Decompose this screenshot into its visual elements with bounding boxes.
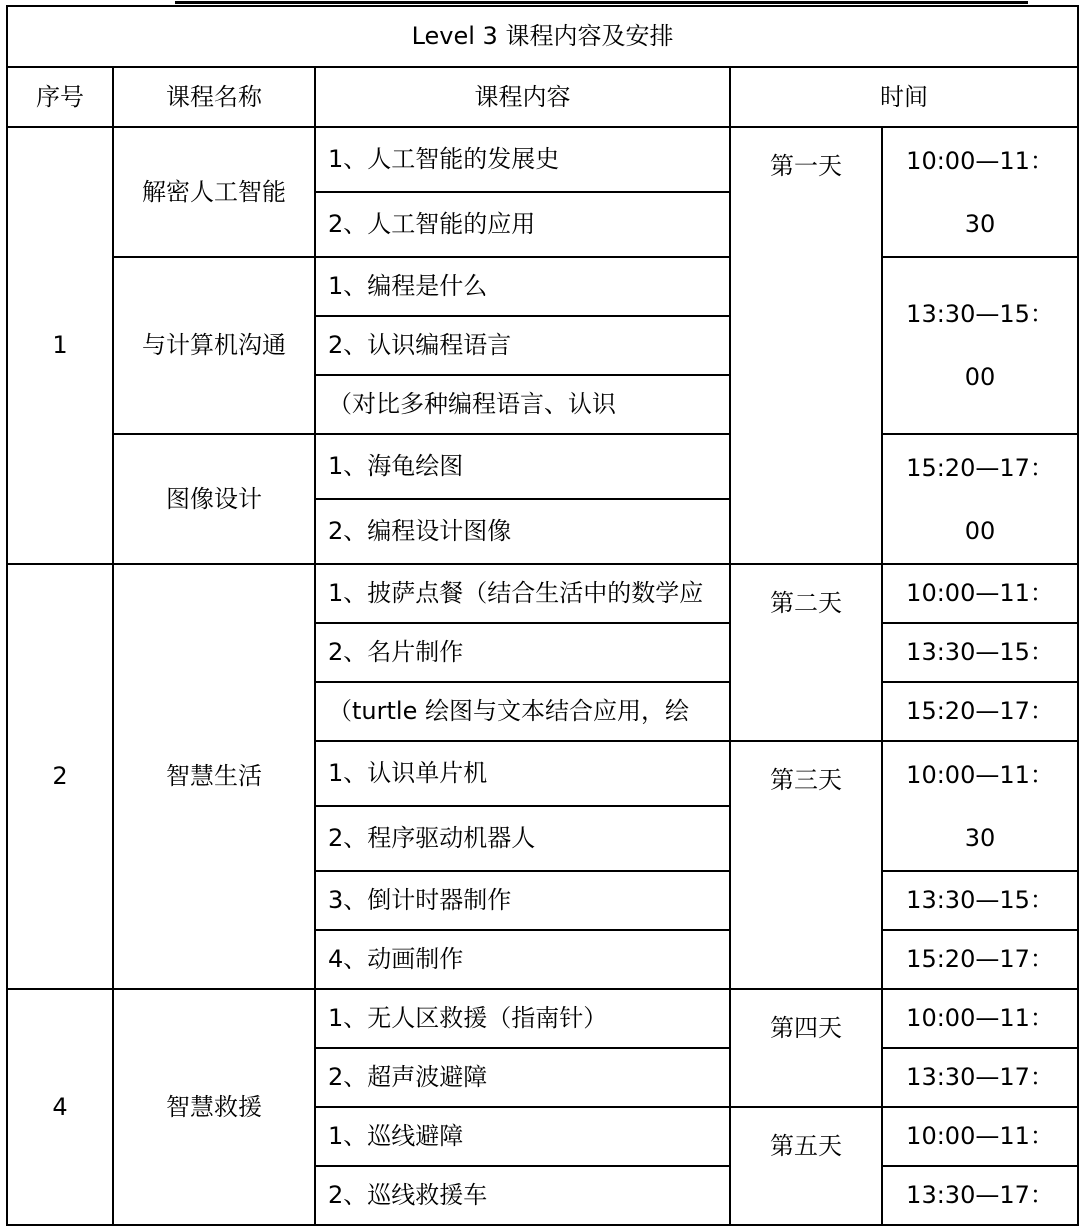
content-cell: 1、编程是什么 — [315, 257, 730, 316]
header-seq: 序号 — [7, 67, 113, 127]
time-end: 00 — [964, 517, 996, 545]
time-cell: 13:30—15： — [882, 623, 1078, 682]
course-name-cell: 智慧救援 — [113, 989, 315, 1225]
time-cell — [882, 127, 1078, 257]
day-cell: 第一天 — [730, 127, 882, 564]
content-cell: 2、认识编程语言 — [315, 316, 730, 375]
table-title: Level 3 课程内容及安排 — [7, 6, 1078, 67]
top-rule — [175, 1, 1028, 4]
content-cell: 1、披萨点餐（结合生活中的数学应 — [315, 564, 730, 623]
seq-cell: 2 — [7, 564, 113, 989]
time-start: 15:20—17： — [906, 454, 1054, 482]
time-cell — [882, 257, 1078, 434]
content-cell: 3、倒计时器制作 — [315, 871, 730, 930]
course-name-cell: 解密人工智能 — [113, 127, 315, 257]
time-end: 30 — [964, 824, 996, 852]
day-cell: 第五天 — [730, 1107, 882, 1225]
day-cell: 第三天 — [730, 741, 882, 989]
time-start: 10:00—11： — [906, 147, 1054, 175]
content-cell: 2、超声波避障 — [315, 1048, 730, 1107]
seq-cell: 4 — [7, 989, 113, 1225]
time-start: 13:30—15： — [906, 299, 1054, 328]
time-cell: 10:00—11： — [882, 564, 1078, 623]
content-cell: 2、巡线救援车 — [315, 1166, 730, 1225]
content-cell: （turtle 绘图与文本结合应用，绘 — [315, 682, 730, 741]
seq-cell: 1 — [7, 127, 113, 564]
time-cell — [882, 741, 1078, 871]
time-end: 30 — [964, 210, 996, 238]
header-course-content: 课程内容 — [315, 67, 730, 127]
course-name-cell: 与计算机沟通 — [113, 257, 315, 434]
time-cell: 10:00—11： — [882, 989, 1078, 1048]
content-cell: 2、人工智能的应用 — [315, 192, 730, 257]
course-name-cell: 智慧生活 — [113, 564, 315, 989]
content-cell: 1、巡线避障 — [315, 1107, 730, 1166]
content-cell: 2、名片制作 — [315, 623, 730, 682]
day-cell: 第四天 — [730, 989, 882, 1107]
content-cell: 2、程序驱动机器人 — [315, 806, 730, 871]
content-cell: 2、编程设计图像 — [315, 499, 730, 564]
time-end: 00 — [964, 362, 996, 391]
course-schedule-table — [6, 5, 1079, 1226]
content-cell: （对比多种编程语言、认识 — [315, 375, 730, 434]
content-cell: 1、无人区救援（指南针） — [315, 989, 730, 1048]
time-cell: 13:30—17： — [882, 1166, 1078, 1225]
content-cell: 1、海龟绘图 — [315, 434, 730, 499]
time-cell: 10:00—11： — [882, 1107, 1078, 1166]
content-cell: 1、人工智能的发展史 — [315, 127, 730, 192]
day-cell: 第二天 — [730, 564, 882, 741]
content-cell: 1、认识单片机 — [315, 741, 730, 806]
time-cell: 13:30—17： — [882, 1048, 1078, 1107]
header-time: 时间 — [730, 67, 1078, 127]
time-cell: 15:20—17： — [882, 682, 1078, 741]
time-cell: 13:30—15： — [882, 871, 1078, 930]
time-cell — [882, 434, 1078, 564]
time-cell: 15:20—17： — [882, 930, 1078, 989]
header-course-name: 课程名称 — [113, 67, 315, 127]
course-name-cell: 图像设计 — [113, 434, 315, 564]
time-start: 10:00—11： — [906, 761, 1054, 789]
content-cell: 4、动画制作 — [315, 930, 730, 989]
